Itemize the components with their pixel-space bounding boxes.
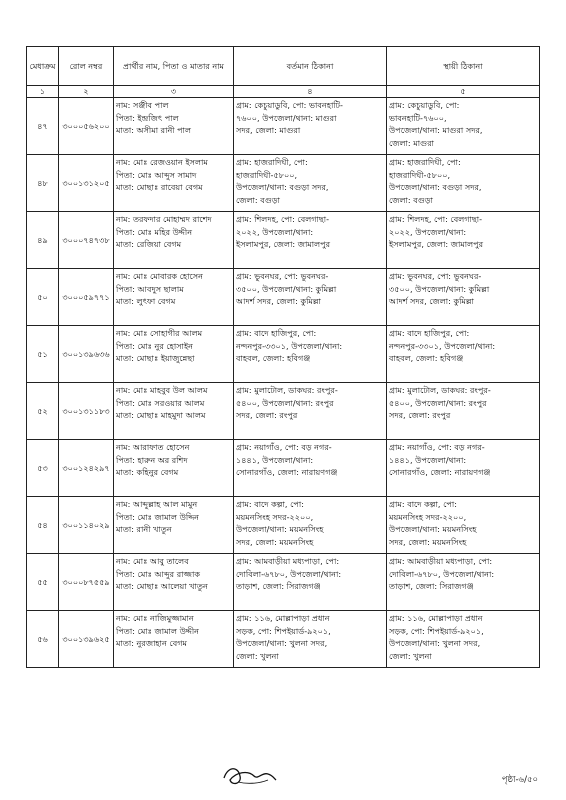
table-row [27, 497, 540, 554]
permanent-address-line: উপজেলা/থানা: খুলনা সদর, [389, 638, 481, 649]
present-address-line: ৭৬০০, উপজেলা/থানা: মাগুরা [236, 112, 337, 123]
permanent-address-cell [387, 269, 540, 326]
present-address-line: ৩৫০০, উপজেলা/থানা: কুমিল্লা [236, 283, 337, 294]
name-cell [114, 554, 234, 611]
name-line: মাতা: অসীমা রানী পাল [116, 125, 192, 136]
present-address-line: গ্রাম: হাজরাদিঘী, পো: [236, 157, 308, 167]
name-line: পিতা: মোঃ আব্দুস সামাদ [116, 169, 197, 180]
roll-cell: ৩০০০৫৬২০০ [59, 98, 114, 155]
permanent-address-line: গ্রাম: আমবাড়ীয়া মধ্যপাড়া, পো: [389, 556, 493, 566]
roll-cell: ৩০০১২৪২৯৭ [59, 440, 114, 497]
header-serial: মেধাক্রম [27, 47, 59, 86]
header-permanent-address: স্থায়ী ঠিকানা [387, 47, 540, 86]
header-row [27, 47, 540, 86]
roll-cell: ৩০০১১৪০২৯ [59, 497, 114, 554]
table-row [27, 554, 540, 611]
permanent-address-line: ১৪৪১, উপজেলা/থানা: [389, 454, 467, 465]
permanent-address-line: জেলা: খুলনা [389, 650, 432, 661]
name-cell [114, 326, 234, 383]
present-address-line: নন্দনপুর-৩৩০১, উপজেলা/থানা: [236, 340, 343, 351]
present-address-line: সদর, জেলা: ময়মনসিংহ [236, 536, 314, 547]
permanent-address-line: উপজেলা/থানা: ময়মনসিংহ [389, 524, 477, 535]
name-line: নাম: মোঃ সোহাগীর আলম [116, 328, 203, 338]
serial-cell: ৫৩ [27, 440, 59, 497]
column-number: ১ [27, 86, 59, 98]
permanent-address-line: তাড়াশ, জেলা: সিরাজগঞ্জ [389, 581, 474, 592]
present-address-line: সদর, জেলা: মাগুরা [236, 125, 301, 136]
table-row [27, 98, 540, 155]
name-line: পিতা: মোঃ নুর হোসাইন [116, 340, 194, 351]
name-line: নাম: মোঃ নাজিমুজ্জামান [116, 613, 194, 623]
present-address-line: গ্রাম: শিলদহ, পো: বেলগাছা- [236, 214, 330, 224]
header-present-address: বর্তমান ঠিকানা [234, 47, 387, 86]
table-row [27, 611, 540, 668]
present-address-line: ইসলামপুর, জেলা: জামালপুর [236, 239, 331, 250]
present-address-line: গ্রাম: বাদে হাজিপুর, পো: [236, 328, 317, 338]
permanent-address-line: উপজেলা/থানা: মাগুরা সদর, [389, 125, 483, 136]
column-number: ৪ [234, 86, 387, 98]
present-address-line: তাড়াশ, জেলা: সিরাজগঞ্জ [236, 581, 321, 592]
roll-cell: ৩০০১৩৯৬২৫ [59, 611, 114, 668]
permanent-address-line: গ্রাম: শিলদহ, পো: বেলগাছা- [389, 214, 483, 224]
name-line: মাতা: মোছাঃ আলেয়া খাতুন [116, 581, 208, 592]
permanent-address-line: ৩৫০০, উপজেলা/থানা: কুমিল্লা [389, 283, 490, 294]
name-cell [114, 269, 234, 326]
name-line: নাম: মোঃ মোবারক হোসেন [116, 271, 203, 281]
name-line: পিতা: মোঃ সরওয়ার আলম [116, 397, 205, 408]
permanent-address-line: ৫৪০০, উপজেলা/থানা: রংপুর [389, 397, 487, 408]
table-row [27, 326, 540, 383]
present-address-line: জেলা: বগুড়া [236, 194, 281, 205]
name-cell [114, 497, 234, 554]
permanent-address-line: আদর্শ সদর, জেলা: কুমিল্লা [389, 296, 475, 307]
permanent-address-cell [387, 611, 540, 668]
permanent-address-line: গ্রাম: ভুবনঘর, পো: ভুবনঘর- [389, 271, 482, 281]
permanent-address-line: হাজরাদিঘী-৫৮০০, [389, 169, 451, 180]
present-address-line: গ্রাম: বাদে কল্পা, পো: [236, 499, 304, 509]
permanent-address-line: সোনারগাঁও, জেলা: নারায়ণগঞ্জ [389, 467, 491, 478]
present-address-cell [234, 269, 387, 326]
name-line: মাতা: লুৎফা বেগম [116, 296, 176, 307]
name-cell [114, 440, 234, 497]
present-address-line: উপজেলা/থানা: খুলনা সদর, [236, 638, 328, 649]
roll-cell: ৩০০০৫৯৭৭১ [59, 269, 114, 326]
roll-cell: ৩০০১৩৯৬৩৬ [59, 326, 114, 383]
permanent-address-line: গ্রাম: ১১৬, মোল্লাপাড়া প্রধান [389, 613, 483, 623]
name-cell [114, 155, 234, 212]
name-line: নাম: আরাফাত হোসেন [116, 442, 190, 452]
serial-cell: ৫৬ [27, 611, 59, 668]
permanent-address-line: নন্দনপুর-৩৩০১, উপজেলা/থানা: [389, 340, 496, 351]
present-address-line: জেলা: খুলনা [236, 650, 279, 661]
present-address-line: ময়মনসিংহ সদর-২২০০, [236, 511, 314, 522]
present-address-line: বাহবল, জেলা: হবিগঞ্জ [236, 353, 311, 364]
present-address-line: গ্রাম: ১১৬, মোল্লাপাড়া প্রধান [236, 613, 330, 623]
name-line: নাম: তরফদার মোহাম্মদ রাশেদ [116, 214, 212, 224]
permanent-address-line: সড়ক, পো: শিপইয়ার্ড-৯২০১, [389, 625, 484, 636]
page-number: পৃষ্ঠা-৬/৫০ [501, 775, 538, 785]
header-roll: রোল নম্বর [59, 47, 114, 86]
roll-cell: ৩০০০৮৭৫৫৯ [59, 554, 114, 611]
name-line: মাতা: রেজিয়া বেগম [116, 239, 182, 250]
name-line: মাতা: কহিনুর বেগম [116, 467, 179, 478]
column-number: ৫ [387, 86, 540, 98]
name-line: মাতা: রানী খাতুন [116, 524, 172, 535]
serial-cell: ৫৫ [27, 554, 59, 611]
name-line: মাতা: মোছাঃ মাহমুদা আলম [116, 410, 206, 421]
present-address-cell [234, 212, 387, 269]
permanent-address-line: গ্রাম: কেচুয়াডুবি, পো: [389, 100, 460, 110]
present-address-line: গ্রাম: কেচুয়াডুবি, পো: ভাবনহাটি- [236, 100, 343, 110]
table-body [27, 98, 540, 668]
permanent-address-cell [387, 212, 540, 269]
permanent-address-cell [387, 326, 540, 383]
permanent-address-cell [387, 554, 540, 611]
permanent-address-line: জেলা: মাগুরা [389, 137, 435, 148]
present-address-line: ২০২২, উপজেলা/থানা: [236, 226, 314, 237]
table-row [27, 269, 540, 326]
present-address-line: গ্রাম: নয়াগাঁও, পো: বড় নগর- [236, 442, 332, 452]
name-line: নাম: মোঃ আবু তালেব [116, 556, 189, 566]
permanent-address-line: ময়মনসিংহ সদর-২২০০, [389, 511, 467, 522]
signature-image [218, 762, 280, 788]
present-address-line: উপজেলা/থানা: ময়মনসিংহ [236, 524, 324, 535]
name-line: মাতা: মোছাঃ ইয়াজুন্নেছা [116, 353, 195, 364]
serial-cell: ৫৪ [27, 497, 59, 554]
permanent-address-line: সদর, জেলা: রংপুর [389, 410, 451, 421]
present-address-cell [234, 497, 387, 554]
name-line: নাম: সঞ্জীব পাল [116, 100, 169, 110]
permanent-address-line: গ্রাম: মুলাটোল, ডাকঘর: রংপুর- [389, 385, 491, 395]
present-address-line: সদর, জেলা: রংপুর [236, 410, 298, 421]
name-line: পিতা: ইন্দ্রজিৎ পাল [116, 112, 179, 123]
name-line: পিতা: আবদুস ছালাম [116, 283, 184, 294]
present-address-line: উপজেলা/থানা: বগুড়া সদর, [236, 182, 329, 193]
present-address-cell [234, 554, 387, 611]
permanent-address-line: গ্রাম: বাদে কল্পা, পো: [389, 499, 457, 509]
permanent-address-line: ভাবনহাটি-৭৬০০, [389, 112, 447, 123]
table-row [27, 440, 540, 497]
name-line: মাতা: নুরজাহান বেগম [116, 638, 188, 649]
permanent-address-cell [387, 155, 540, 212]
present-address-line: হাজরাদিঘী-৫৮০০, [236, 169, 298, 180]
name-cell [114, 383, 234, 440]
present-address-line: আদর্শ সদর, জেলা: কুমিল্লা [236, 296, 322, 307]
permanent-address-line: দোবিলা-৬৭৮০, উপজেলা/থানা: [389, 568, 495, 579]
name-line: পিতা: মোঃ মহির উদ্দীন [116, 226, 193, 237]
column-number-row [27, 86, 540, 98]
roll-cell: ৩০০১৩১১৮৩ [59, 383, 114, 440]
column-number: ৩ [114, 86, 234, 98]
permanent-address-cell [387, 383, 540, 440]
name-line: নাম: মোঃ মাহবুব উল আলম [116, 385, 208, 395]
permanent-address-line: গ্রাম: নয়াগাঁও, পো: বড় নগর- [389, 442, 485, 452]
table-row [27, 155, 540, 212]
roll-cell: ৩০০১৩১২০৫ [59, 155, 114, 212]
serial-cell: ৫১ [27, 326, 59, 383]
permanent-address-line: সদর, জেলা: ময়মনসিংহ [389, 536, 467, 547]
permanent-address-cell [387, 440, 540, 497]
name-cell [114, 212, 234, 269]
table-row [27, 383, 540, 440]
permanent-address-cell [387, 98, 540, 155]
serial-cell: ৪৭ [27, 98, 59, 155]
permanent-address-cell [387, 497, 540, 554]
present-address-line: দোবিলা-৬৭৮০, উপজেলা/থানা: [236, 568, 342, 579]
name-line: পিতা: হারুন অর রশিদ [116, 454, 188, 465]
serial-cell: ৫০ [27, 269, 59, 326]
serial-cell: ৫২ [27, 383, 59, 440]
name-line: নাম: মোঃ রেজওয়ান ইসলাম [116, 157, 208, 167]
permanent-address-line: গ্রাম: বাদে হাজিপুর, পো: [389, 328, 470, 338]
name-line: পিতা: মোঃ জামাল উদ্দিন [116, 511, 200, 522]
serial-cell: ৪৮ [27, 155, 59, 212]
column-number: ২ [59, 86, 114, 98]
name-line: নাম: আব্দুল্লাহ আল মামুন [116, 499, 198, 509]
present-address-line: সড়ক, পো: শিপইয়ার্ড-৯২০১, [236, 625, 331, 636]
present-address-cell [234, 155, 387, 212]
present-address-cell [234, 98, 387, 155]
present-address-line: ৫৪০০, উপজেলা/থানা: রংপুর [236, 397, 334, 408]
table-row [27, 212, 540, 269]
present-address-line: ১৪৪১, উপজেলা/থানা: [236, 454, 314, 465]
name-cell [114, 98, 234, 155]
permanent-address-line: গ্রাম: হাজরাদিঘী, পো: [389, 157, 461, 167]
permanent-address-line: ইসলামপুর, জেলা: জামালপুর [389, 239, 484, 250]
name-line: পিতা: মোঃ আব্দুর রাজ্জাক [116, 568, 200, 579]
name-cell [114, 611, 234, 668]
permanent-address-line: ২০২২, উপজেলা/থানা: [389, 226, 467, 237]
serial-cell: ৪৯ [27, 212, 59, 269]
name-line: পিতা: মোঃ জামাল উদ্দীন [116, 625, 200, 636]
present-address-cell [234, 383, 387, 440]
header-name: প্রার্থীর নাম, পিতা ও মাতার নাম [114, 47, 234, 86]
present-address-cell [234, 326, 387, 383]
permanent-address-line: বাহবল, জেলা: হবিগঞ্জ [389, 353, 464, 364]
present-address-line: গ্রাম: আমবাড়ীয়া মধ্যপাড়া, পো: [236, 556, 340, 566]
roll-cell: ৩০০০৭৪৭৩৮ [59, 212, 114, 269]
permanent-address-line: উপজেলা/থানা: বগুড়া সদর, [389, 182, 482, 193]
present-address-line: গ্রাম: মুলাটোল, ডাকঘর: রংপুর- [236, 385, 338, 395]
name-line: মাতা: মোছাঃ রাবেয়া বেগম [116, 182, 203, 193]
present-address-line: গ্রাম: ভুবনঘর, পো: ভুবনঘর- [236, 271, 329, 281]
present-address-cell [234, 440, 387, 497]
present-address-cell [234, 611, 387, 668]
present-address-line: সোনারগাঁও, জেলা: নারায়ণগঞ্জ [236, 467, 338, 478]
candidate-table [26, 46, 540, 668]
permanent-address-line: জেলা: বগুড়া [389, 194, 434, 205]
